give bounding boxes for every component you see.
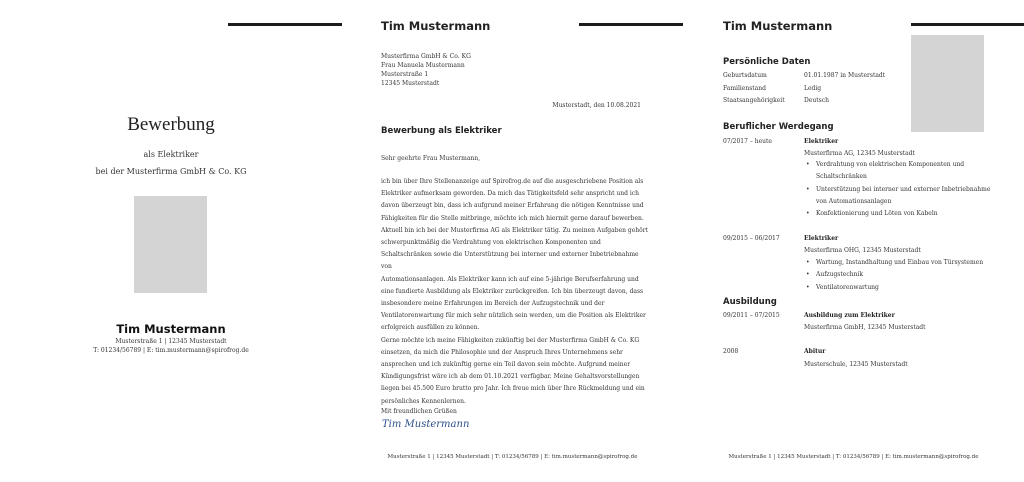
header-rule bbox=[228, 23, 342, 26]
header-rule bbox=[579, 23, 683, 26]
cover-page bbox=[0, 0, 342, 482]
cover-name: Tim Mustermann bbox=[116, 322, 226, 336]
body-line: Schaltschränken sowie die Unterstützung bei interner und externer Inbetriebnahme von bbox=[381, 251, 639, 271]
section-personal: Persönliche Daten bbox=[723, 57, 811, 67]
education-institution: Musterschule, 12345 Musterstadt bbox=[804, 361, 908, 368]
personal-value: Ledig bbox=[804, 85, 822, 92]
body-line: einsetzen, da mich die Philosophie und der Anspruch Ihres Unternehmens sehr bbox=[381, 348, 623, 356]
bullet-item: • Ventilatorenwartung bbox=[816, 282, 1014, 294]
education-title: Ausbildung zum Elektriker bbox=[804, 312, 895, 319]
photo-placeholder bbox=[911, 35, 984, 132]
body-line: Gerne möchte ich meine Fähigkeiten zukünftig bei der Musterfirma GmbH & Co. KG bbox=[381, 336, 640, 344]
body-line: Elektriker aufmerksam geworden. Da mich das Tätigkeitsfeld sehr anspricht und ich bbox=[381, 190, 640, 198]
career-company: Musterfirma AG, 12345 Musterstadt bbox=[804, 150, 915, 157]
letter-date: Musterstadt, den 10.08.2021 bbox=[552, 102, 641, 109]
body-line: Ventilatorenwartung für mich sehr nützlich sein werden, um die Position als Elektriker bbox=[381, 312, 646, 320]
personal-value: 01.01.1987 in Musterstadt bbox=[804, 72, 886, 79]
recipient-block bbox=[381, 52, 471, 88]
bullet-item: • Unterstützung bei interner und externer Inbetriebnahme bbox=[816, 184, 1014, 196]
career-bullets bbox=[804, 159, 1014, 220]
recipient-line: Musterfirma GmbH & Co. KG bbox=[381, 53, 471, 60]
section-career: Beruflicher Werdegang bbox=[723, 122, 834, 132]
body-line: eine fundierte Ausbildung als Elektriker zurückgreifen. Ich bin überzeugt davon, dass bbox=[381, 287, 644, 295]
personal-label: Familienstand bbox=[723, 85, 766, 92]
career-company: Musterfirma OHG, 12345 Musterstadt bbox=[804, 247, 921, 254]
letter-body bbox=[381, 176, 649, 408]
body-line: Automationsanlagen. Als Elektriker kann ich auf eine 5-jährige Berufserfahrung und bbox=[381, 275, 639, 283]
letter-subject: Bewerbung als Elektriker bbox=[381, 126, 502, 136]
body-line: davon überzeugt bin, dass ich aufgrund meiner Erfahrung die nötigen Kenntnisse und bbox=[381, 202, 644, 210]
body-line: erfolgreich ausfüllen zu können. bbox=[381, 324, 480, 332]
career-role: Elektriker bbox=[804, 138, 839, 145]
cover-contact: T: 01234/56789 | E: tim.mustermann@spirofrog.de bbox=[93, 347, 249, 354]
body-line: Fähigkeiten für die Stelle mitbringe, möchte ich mich hiermit gerne darauf bewerben. bbox=[381, 214, 644, 222]
education-period: 09/2011 – 07/2015 bbox=[723, 312, 780, 319]
cv-header-name: Tim Mustermann bbox=[723, 19, 833, 33]
body-line: ich bin über Ihre Stellenanzeige auf Spirofrog.de auf die ausgeschriebene Position als bbox=[381, 178, 644, 185]
career-bullets bbox=[804, 257, 1014, 294]
career-period: 09/2015 – 06/2017 bbox=[723, 235, 780, 242]
body-line: Kündigungsfrist wäre ich ab dem 01.10.2021 verfügbar. Meine Gehaltsvorstellungen bbox=[381, 373, 640, 381]
photo-placeholder bbox=[134, 196, 207, 293]
letter-header-name: Tim Mustermann bbox=[381, 19, 491, 33]
personal-value: Deutsch bbox=[804, 97, 829, 104]
body-line: Aktuell bin ich bei der Musterfirma AG als Elektriker tätig. Zu meinen Aufgaben gehört bbox=[381, 226, 649, 234]
career-role: Elektriker bbox=[804, 235, 839, 242]
cover-address: Musterstraße 1 | 12345 Musterstadt bbox=[115, 338, 227, 345]
personal-label: Staatsangehörigkeit bbox=[723, 97, 785, 104]
body-line: persönliches Kennenlernen. bbox=[381, 397, 466, 405]
bullet-continuation: Schaltschränken bbox=[816, 173, 867, 181]
header-rule bbox=[911, 23, 1024, 26]
bullet-item: • Konfektionierung und Löten von Kabeln bbox=[816, 208, 1014, 220]
cv-page bbox=[683, 0, 1024, 482]
recipient-line: Frau Manuela Mustermann bbox=[381, 62, 465, 69]
body-line: schwerpunktmäßig die Verdrahtung von elektrischen Komponenten und bbox=[381, 239, 601, 247]
body-line: liegen bei 45.500 Euro brutto pro Jahr. Ich freue mich über Ihre Rückmeldung und ein bbox=[381, 385, 645, 393]
bullet-item: • Verdrahtung von elektrischen Komponenten und bbox=[816, 159, 1014, 171]
body-line: insbesondere meine Erfahrungen im Bereich der Aufzugstechnik und der bbox=[381, 300, 605, 308]
education-title: Abitur bbox=[804, 348, 826, 355]
recipient-line: Musterstraße 1 bbox=[381, 71, 429, 78]
cover-title: Bewerbung bbox=[127, 114, 215, 135]
signature: Tim Mustermann bbox=[382, 419, 470, 430]
section-education: Ausbildung bbox=[723, 297, 777, 307]
education-institution: Musterfirma GmbH, 12345 Musterstadt bbox=[804, 324, 926, 331]
recipient-line: 12345 Musterstadt bbox=[381, 80, 440, 87]
personal-label: Geburtsdatum bbox=[723, 72, 767, 79]
bullet-item: • Wartung, Instandhaltung und Einbau von Türsystemen bbox=[816, 257, 1014, 269]
bullet-continuation: von Automationsanlagen bbox=[816, 197, 892, 205]
letter-closing: Mit freundlichen Grüßen bbox=[381, 408, 457, 415]
letter-footer: Musterstraße 1 | 12345 Musterstadt | T: 01234/56789 | E: tim.mustermann@spirofrog.de bbox=[387, 454, 638, 460]
body-line: ansprechen und ich zukünftig gerne ein Teil davon sein möchte. Aufgrund meiner bbox=[381, 361, 631, 369]
cv-footer: Musterstraße 1 | 12345 Musterstadt | T: 01234/56789 | E: tim.mustermann@spirofrog.de bbox=[728, 454, 979, 460]
cover-subtitle-position: als Elektriker bbox=[143, 150, 199, 159]
letter-salutation: Sehr geehrte Frau Mustermann, bbox=[381, 155, 481, 162]
career-period: 07/2017 – heute bbox=[723, 138, 772, 145]
cover-subtitle-company: bei der Musterfirma GmbH & Co. KG bbox=[95, 167, 247, 176]
letter-page bbox=[342, 0, 683, 482]
bullet-item: • Aufzugstechnik bbox=[816, 269, 1014, 281]
education-period: 2008 bbox=[723, 348, 739, 355]
